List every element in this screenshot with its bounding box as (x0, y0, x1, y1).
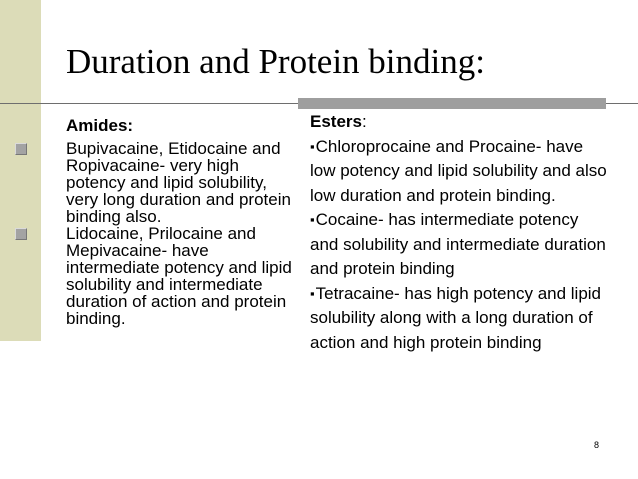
amides-bullet-2 (15, 225, 297, 327)
esters-item-2 (310, 208, 610, 282)
square-bullet-icon (15, 228, 27, 240)
amides-bullet-1 (15, 140, 297, 225)
esters-heading-label: Esters (310, 112, 362, 131)
esters-heading-colon: : (361, 112, 367, 131)
esters-item-1 (310, 135, 610, 209)
esters-item-text: Chloroprocaine and Procaine- have low potency and lipid solubility and also low duration and protein binding. (310, 136, 607, 205)
esters-item-3 (310, 282, 610, 356)
amides-bullet-text: Lidocaine, Prilocaine and Mepivacaine- have intermediate potency and lipid solubility and intermediate duration of action and protein binding. (66, 224, 292, 328)
esters-column (310, 110, 610, 355)
amides-column (15, 117, 297, 327)
square-bullet-icon (15, 143, 27, 155)
amides-heading: Amides: (66, 116, 134, 135)
esters-item-text: Cocaine- has intermediate potency and solubility and intermediate duration and protein binding (310, 210, 606, 278)
slide-title: Duration and Protein binding: (66, 42, 485, 81)
small-square-bullet-icon: ▪ (310, 138, 315, 154)
esters-item-text: Tetracaine- has high potency and lipid solubility along with a long duration of action and high protein binding (310, 283, 602, 352)
esters-heading (310, 110, 610, 135)
page-number: 8 (594, 440, 600, 450)
title-divider-bar (298, 98, 606, 109)
small-square-bullet-icon: ▪ (310, 212, 315, 227)
small-square-bullet-icon: ▪ (310, 285, 315, 301)
amides-bullet-text: Bupivacaine, Etidocaine and Ropivacaine- very high potency and lipid solubility, very long duration and protein binding also. (66, 139, 291, 226)
